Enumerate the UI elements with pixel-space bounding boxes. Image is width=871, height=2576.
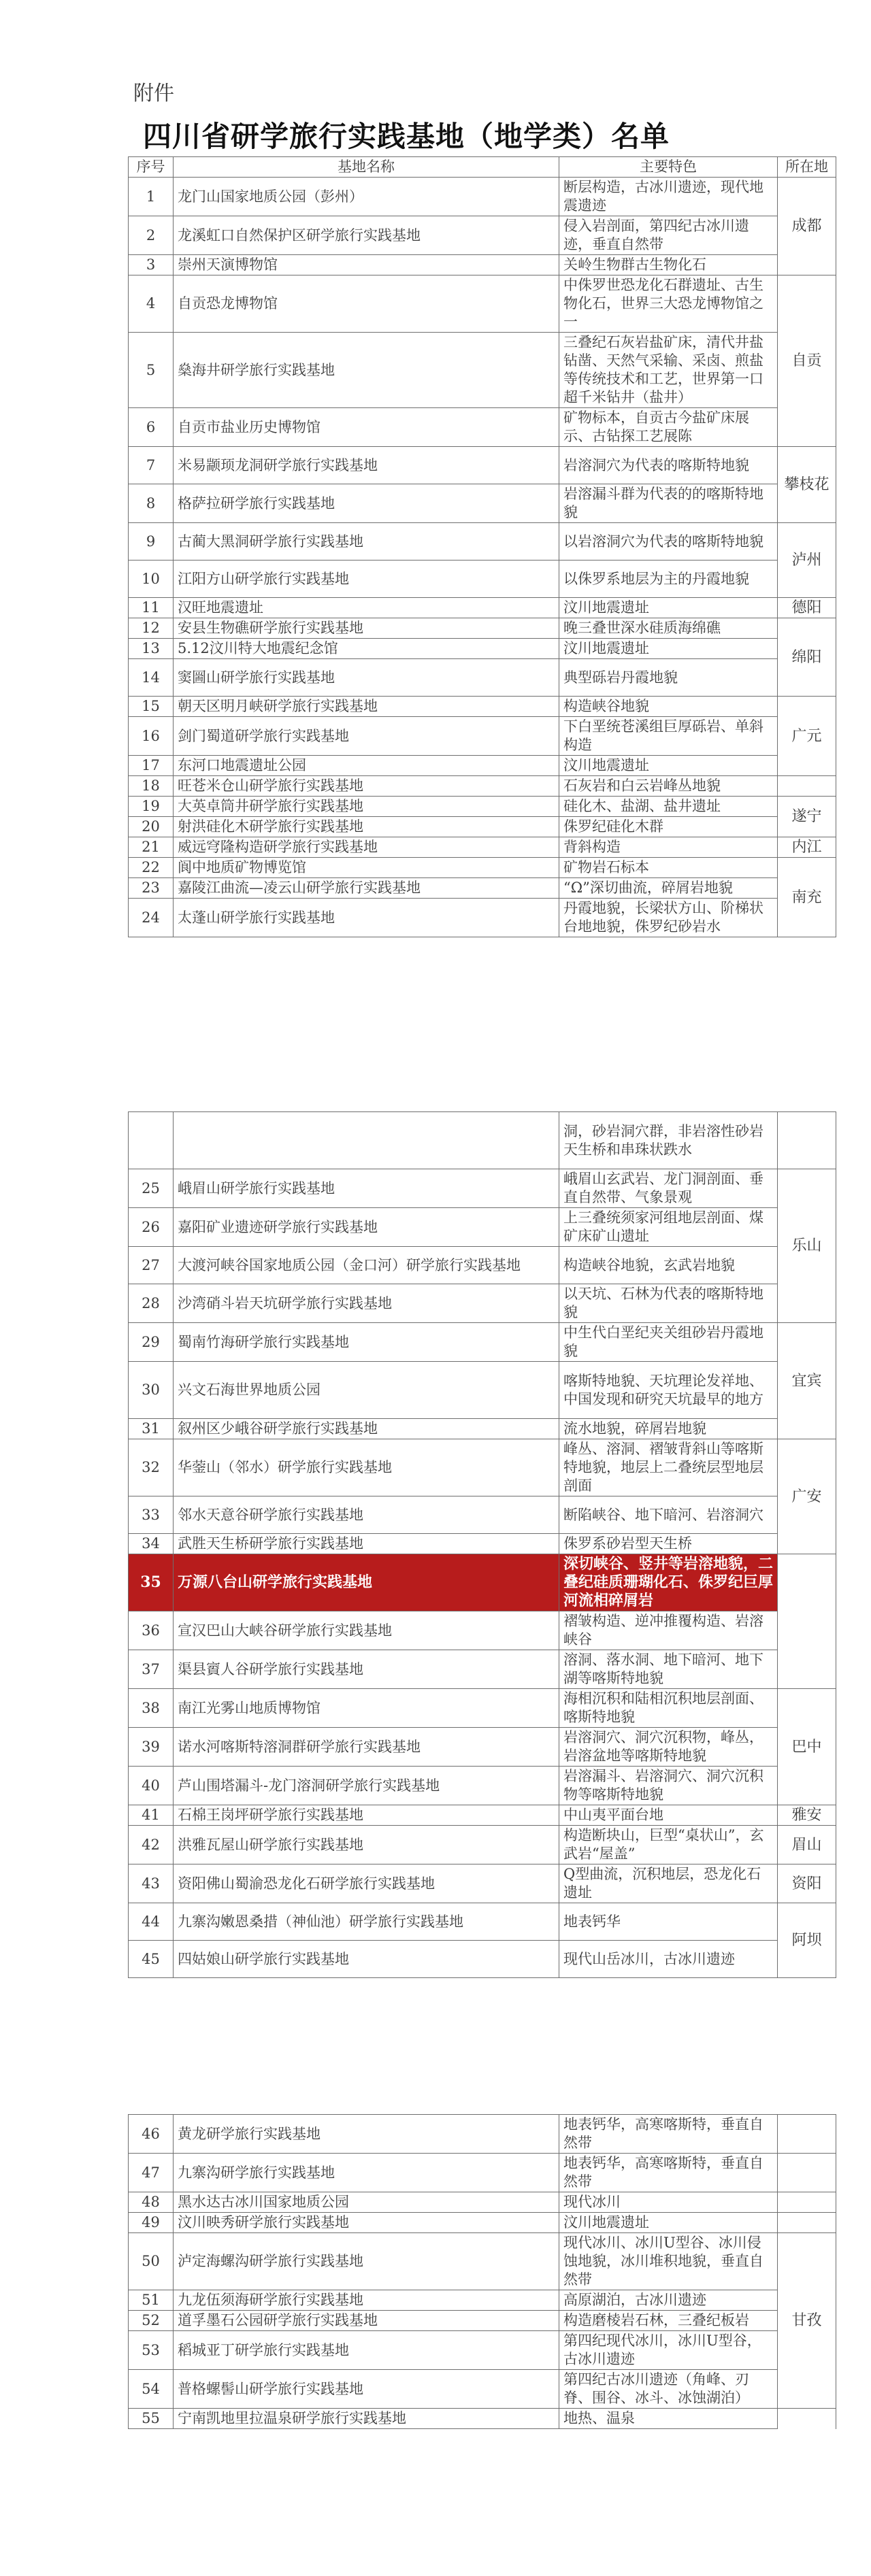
cell-no: 8 <box>129 484 174 523</box>
table-row <box>129 659 836 697</box>
cell-name: 石棉王岗坪研学旅行实践基地 <box>174 1805 559 1826</box>
cell-no: 13 <box>129 639 174 659</box>
cell-location: 成都 <box>778 178 836 275</box>
table-row <box>129 255 836 275</box>
cell-feature: 地表钙华，高寒喀斯特，垂直自然带 <box>559 2115 778 2154</box>
cell-no: 33 <box>129 1496 174 1534</box>
cell-feature: 中山夷平面台地 <box>559 1805 778 1826</box>
table-row <box>129 408 836 447</box>
cell-no: 38 <box>129 1689 174 1728</box>
cell-feature: 三叠纪石灰岩盐矿床，清代井盐钻凿、天然气采输、采卤、煎盐等传统技术和工艺，世界第一口超千米钻井（盐井） <box>559 333 778 408</box>
cell-no: 27 <box>129 1247 174 1284</box>
cell-feature: 现代冰川、冰川U型谷、冰川侵蚀地貌，冰川堆积地貌，垂直自然带 <box>559 2233 778 2290</box>
table-row <box>129 1112 836 1169</box>
cell-name: 旺苍米仓山研学旅行实践基地 <box>174 776 559 797</box>
cell-location: 广安 <box>778 1439 836 1554</box>
cell-name: 普格螺髻山研学旅行实践基地 <box>174 2370 559 2409</box>
cell-name: 道孚墨石公园研学旅行实践基地 <box>174 2311 559 2331</box>
cell-name: 峨眉山研学旅行实践基地 <box>174 1169 559 1208</box>
cell-name: 威远穹隆构造研学旅行实践基地 <box>174 837 559 858</box>
table-row <box>129 1284 836 1323</box>
cell-location: 遂宁 <box>778 797 836 837</box>
cell-name: 江阳方山研学旅行实践基地 <box>174 561 559 598</box>
cell-feature: 深切峡谷、竖井等岩溶地貌，二叠纪硅质珊瑚化石、侏罗纪巨厚河流相碎屑岩 <box>559 1554 778 1611</box>
table-row <box>129 1805 836 1826</box>
cell-feature: 断层构造，古冰川遗迹，现代地震遗迹 <box>559 178 778 216</box>
cell-no: 31 <box>129 1419 174 1439</box>
cell-no: 3 <box>129 255 174 275</box>
cell-location: 甘孜 <box>778 2233 836 2409</box>
cell-feature: 岩溶漏斗群为代表的的喀斯特地貌 <box>559 484 778 523</box>
cell-name: 邻水天意谷研学旅行实践基地 <box>174 1496 559 1534</box>
cell-location: 资阳 <box>778 1864 836 1903</box>
table-row <box>129 2409 836 2429</box>
header-feature: 主要特色 <box>559 157 778 178</box>
cell-location: 阿坝 <box>778 1903 836 1978</box>
table-row <box>129 447 836 484</box>
cell-feature: 以岩溶洞穴为代表的喀斯特地貌 <box>559 523 778 561</box>
cell-feature: 岩溶洞穴为代表的喀斯特地貌 <box>559 447 778 484</box>
cell-name: 嘉阳矿业遗迹研学旅行实践基地 <box>174 1208 559 1247</box>
cell-feature: 矿物标本，自贡古今盐矿床展示、古钻探工艺展陈 <box>559 408 778 447</box>
table-row <box>129 1941 836 1978</box>
cell-location: 乐山 <box>778 1169 836 1323</box>
cell-name: 嘉陵江曲流—凌云山研学旅行实践基地 <box>174 878 559 899</box>
table-row <box>129 523 836 561</box>
cell-feature: 硅化木、盐湖、盐井遗址 <box>559 797 778 817</box>
table-row <box>129 2213 836 2233</box>
cell-feature: 汶川地震遗址 <box>559 2213 778 2233</box>
cell-no: 51 <box>129 2290 174 2311</box>
cell-no: 32 <box>129 1439 174 1496</box>
cell-no: 20 <box>129 817 174 837</box>
table-row <box>129 1169 836 1208</box>
cell-name: 汶川映秀研学旅行实践基地 <box>174 2213 559 2233</box>
table-row <box>129 1650 836 1689</box>
table-row <box>129 1208 836 1247</box>
cell-feature: 典型砾岩丹霞地貌 <box>559 659 778 697</box>
table-row <box>129 2154 836 2192</box>
cell-feature: 汶川地震遗址 <box>559 639 778 659</box>
cell-feature: 岩溶洞穴、洞穴沉积物，峰丛，岩溶盆地等喀斯特地貌 <box>559 1728 778 1767</box>
cell-no: 47 <box>129 2154 174 2192</box>
cell-feature: 下白垩统苍溪组巨厚砾岩、单斜构造 <box>559 717 778 756</box>
cell-name: 四姑娘山研学旅行实践基地 <box>174 1941 559 1978</box>
cell-feature: 中侏罗世恐龙化石群遗址、古生物化石，世界三大恐龙博物馆之一 <box>559 275 778 333</box>
cell-name: 兴文石海世界地质公园 <box>174 1362 559 1419</box>
cell-feature: 海相沉积和陆相沉积地层剖面、喀斯特地貌 <box>559 1689 778 1728</box>
table-row <box>129 858 836 878</box>
cell-name <box>174 1112 559 1169</box>
cell-name: 米易颛顼龙洞研学旅行实践基地 <box>174 447 559 484</box>
table-row <box>129 2192 836 2213</box>
cell-feature: 峨眉山玄武岩、龙门洞剖面、垂直自然带、气象景观 <box>559 1169 778 1208</box>
cell-name: 龙门山国家地质公园（彭州） <box>174 178 559 216</box>
cell-name: 燊海井研学旅行实践基地 <box>174 333 559 408</box>
header-no: 序号 <box>129 157 174 178</box>
cell-no: 2 <box>129 216 174 255</box>
table-row <box>129 797 836 817</box>
cell-feature: 构造断块山，巨型“桌状山”，玄武岩“屋盖” <box>559 1826 778 1864</box>
table-row <box>129 561 836 598</box>
cell-no: 30 <box>129 1362 174 1419</box>
cell-no: 45 <box>129 1941 174 1978</box>
cell-location: 自贡 <box>778 275 836 447</box>
table-row <box>129 1439 836 1496</box>
cell-no: 44 <box>129 1903 174 1941</box>
cell-location: 德阳 <box>778 598 836 618</box>
annex-label: 附件 <box>133 82 174 105</box>
cell-feature: 地表钙华，高寒喀斯特，垂直自然带 <box>559 2154 778 2192</box>
cell-name: 黄龙研学旅行实践基地 <box>174 2115 559 2154</box>
cell-feature: Q型曲流，沉积地层，恐龙化石遗址 <box>559 1864 778 1903</box>
cell-feature: 地表钙华 <box>559 1903 778 1941</box>
table-row <box>129 2115 836 2154</box>
cell-name: 叙州区少峨谷研学旅行实践基地 <box>174 1419 559 1439</box>
cell-feature: 峰丛、溶洞、褶皱背斜山等喀斯特地貌，地层上二叠统层型地层剖面 <box>559 1439 778 1496</box>
cell-feature: 石灰岩和白云岩峰丛地貌 <box>559 776 778 797</box>
table-row <box>129 2233 836 2290</box>
cell-name: 5.12汶川特大地震纪念馆 <box>174 639 559 659</box>
cell-name: 朝天区明月峡研学旅行实践基地 <box>174 697 559 717</box>
cell-no: 16 <box>129 717 174 756</box>
cell-name: 万源八台山研学旅行实践基地 <box>174 1554 559 1611</box>
cell-feature: 构造峡谷地貌，玄武岩地貌 <box>559 1247 778 1284</box>
table-row <box>129 1767 836 1805</box>
cell-name: 剑门蜀道研学旅行实践基地 <box>174 717 559 756</box>
cell-name: 自贡市盐业历史博物馆 <box>174 408 559 447</box>
cell-feature: 现代冰川 <box>559 2192 778 2213</box>
table-row <box>129 717 836 756</box>
cell-feature: 上三叠统须家河组地层剖面、煤矿床矿山遗址 <box>559 1208 778 1247</box>
cell-name: 九寨沟研学旅行实践基地 <box>174 2154 559 2192</box>
cell-name: 崇州天演博物馆 <box>174 255 559 275</box>
cell-no: 37 <box>129 1650 174 1689</box>
cell-name: 九龙伍须海研学旅行实践基地 <box>174 2290 559 2311</box>
cell-name: 华蓥山（邻水）研学旅行实践基地 <box>174 1439 559 1496</box>
cell-no: 24 <box>129 899 174 937</box>
table-row <box>129 275 836 333</box>
cell-name: 沙湾硝斗岩天坑研学旅行实践基地 <box>174 1284 559 1323</box>
cell-no: 28 <box>129 1284 174 1323</box>
header-name: 基地名称 <box>174 157 559 178</box>
cell-no: 53 <box>129 2331 174 2370</box>
cell-feature: 汶川地震遗址 <box>559 756 778 776</box>
cell-no: 46 <box>129 2115 174 2154</box>
table-row <box>129 1864 836 1903</box>
table-row <box>129 817 836 837</box>
cell-feature: 喀斯特地貌、天坑理论发祥地、中国发现和研究天坑最早的地方 <box>559 1362 778 1419</box>
cell-no: 55 <box>129 2409 174 2429</box>
table-row <box>129 2370 836 2409</box>
table-row <box>129 216 836 255</box>
table-row <box>129 1534 836 1554</box>
cell-feature: 第四纪古冰川遗迹（角峰、刃脊、围谷、冰斗、冰蚀湖泊） <box>559 2370 778 2409</box>
cell-no: 23 <box>129 878 174 899</box>
cell-no: 14 <box>129 659 174 697</box>
cell-feature: 断陷峡谷、地下暗河、岩溶洞穴 <box>559 1496 778 1534</box>
cell-no: 50 <box>129 2233 174 2290</box>
cell-name: 洪雅瓦屋山研学旅行实践基地 <box>174 1826 559 1864</box>
cell-no: 34 <box>129 1534 174 1554</box>
cell-no: 36 <box>129 1611 174 1650</box>
cell-no: 6 <box>129 408 174 447</box>
cell-no: 19 <box>129 797 174 817</box>
cell-name: 南江光雾山地质博物馆 <box>174 1689 559 1728</box>
cell-location <box>778 2115 836 2154</box>
table-row <box>129 697 836 717</box>
cell-feature: 中生代白垩纪夹关组砂岩丹霞地貌 <box>559 1323 778 1362</box>
cell-feature: 以侏罗系地层为主的丹霞地貌 <box>559 561 778 598</box>
cell-no: 42 <box>129 1826 174 1864</box>
cell-name: 阆中地质矿物博览馆 <box>174 858 559 878</box>
cell-feature: 晚三叠世深水硅质海绵礁 <box>559 618 778 639</box>
cell-feature: 褶皱构造、逆冲推覆构造、岩溶峡谷 <box>559 1611 778 1650</box>
cell-name: 九寨沟嫩恩桑措（神仙池）研学旅行实践基地 <box>174 1903 559 1941</box>
cell-no: 52 <box>129 2311 174 2331</box>
cell-no: 35 <box>129 1554 174 1611</box>
cell-no: 9 <box>129 523 174 561</box>
cell-no: 43 <box>129 1864 174 1903</box>
table-row <box>129 2290 836 2311</box>
table-row <box>129 178 836 216</box>
cell-name: 诺水河喀斯特溶洞群研学旅行实践基地 <box>174 1728 559 1767</box>
cell-location: 攀枝花 <box>778 447 836 523</box>
header-location: 所在地 <box>778 157 836 178</box>
cell-no: 54 <box>129 2370 174 2409</box>
cell-feature: 以天坑、石林为代表的喀斯特地貌 <box>559 1284 778 1323</box>
cell-name: 泸定海螺沟研学旅行实践基地 <box>174 2233 559 2290</box>
cell-name: 大渡河峡谷国家地质公园（金口河）研学旅行实践基地 <box>174 1247 559 1284</box>
table-row <box>129 1247 836 1284</box>
cell-no: 1 <box>129 178 174 216</box>
cell-no: 26 <box>129 1208 174 1247</box>
cell-feature: 岩溶漏斗、岩溶洞穴、洞穴沉积物等喀斯特地貌 <box>559 1767 778 1805</box>
table-row <box>129 2311 836 2331</box>
cell-no: 49 <box>129 2213 174 2233</box>
cell-feature: 侏罗纪硅化木群 <box>559 817 778 837</box>
cell-no: 7 <box>129 447 174 484</box>
cell-no: 15 <box>129 697 174 717</box>
table-row <box>129 1419 836 1439</box>
highlighted-table-row <box>129 1554 836 1611</box>
cell-name: 资阳佛山蜀渝恐龙化石研学旅行实践基地 <box>174 1864 559 1903</box>
cell-no <box>129 1112 174 1169</box>
cell-no: 10 <box>129 561 174 598</box>
cell-name: 大英卓筒井研学旅行实践基地 <box>174 797 559 817</box>
table-row <box>129 1323 836 1362</box>
cell-feature: 侵入岩剖面，第四纪古冰川遗迹，垂直自然带 <box>559 216 778 255</box>
cell-name: 稻城亚丁研学旅行实践基地 <box>174 2331 559 2370</box>
cell-no: 4 <box>129 275 174 333</box>
cell-no: 21 <box>129 837 174 858</box>
cell-no: 18 <box>129 776 174 797</box>
cell-location <box>778 776 836 797</box>
cell-feature: 丹霞地貌，长梁状方山、阶梯状台地地貌，侏罗纪砂岩水 <box>559 899 778 937</box>
table-row <box>129 1611 836 1650</box>
cell-no: 22 <box>129 858 174 878</box>
table-row <box>129 598 836 618</box>
table-row <box>129 756 836 776</box>
table-header-row <box>129 157 836 178</box>
cell-feature: “Ω”深切曲流，碎屑岩地貌 <box>559 878 778 899</box>
cell-no: 48 <box>129 2192 174 2213</box>
cell-name: 古蔺大黑洞研学旅行实践基地 <box>174 523 559 561</box>
cell-location: 绵阳 <box>778 618 836 697</box>
cell-no: 39 <box>129 1728 174 1767</box>
cell-feature: 第四纪现代冰川，冰川U型谷，古冰川遗迹 <box>559 2331 778 2370</box>
table-row <box>129 2331 836 2370</box>
page-title: 四川省研学旅行实践基地（地学类）名单 <box>143 120 670 153</box>
cell-name: 安县生物礁研学旅行实践基地 <box>174 618 559 639</box>
cell-location <box>778 1112 836 1169</box>
cell-location: 内江 <box>778 837 836 858</box>
table-row <box>129 484 836 523</box>
cell-name: 龙溪虹口自然保护区研学旅行实践基地 <box>174 216 559 255</box>
cell-location: 广元 <box>778 697 836 776</box>
table-row <box>129 333 836 408</box>
cell-feature: 背斜构造 <box>559 837 778 858</box>
cell-name: 宣汉巴山大峡谷研学旅行实践基地 <box>174 1611 559 1650</box>
cell-location: 巴中 <box>778 1689 836 1805</box>
cell-name: 格萨拉研学旅行实践基地 <box>174 484 559 523</box>
cell-feature: 高原湖泊，古冰川遗迹 <box>559 2290 778 2311</box>
cell-no: 41 <box>129 1805 174 1826</box>
cell-feature: 关岭生物群古生物化石 <box>559 255 778 275</box>
base-list-table-part-2 <box>128 1111 836 1978</box>
table-row <box>129 1689 836 1728</box>
cell-name: 渠县賨人谷研学旅行实践基地 <box>174 1650 559 1689</box>
table-row <box>129 1826 836 1864</box>
table-row <box>129 899 836 937</box>
cell-location: 宜宾 <box>778 1323 836 1439</box>
cell-feature: 侏罗系砂岩型天生桥 <box>559 1534 778 1554</box>
cell-feature: 构造峡谷地貌 <box>559 697 778 717</box>
cell-name: 汉旺地震遗址 <box>174 598 559 618</box>
cell-location: 南充 <box>778 858 836 937</box>
table-row <box>129 1362 836 1419</box>
cell-feature: 矿物岩石标本 <box>559 858 778 878</box>
cell-feature: 汶川地震遗址 <box>559 598 778 618</box>
cell-name: 东河口地震遗址公园 <box>174 756 559 776</box>
table-row <box>129 639 836 659</box>
cell-name: 窦圌山研学旅行实践基地 <box>174 659 559 697</box>
cell-feature: 溶洞、落水洞、地下暗河、地下湖等喀斯特地貌 <box>559 1650 778 1689</box>
cell-name: 太蓬山研学旅行实践基地 <box>174 899 559 937</box>
cell-no: 11 <box>129 598 174 618</box>
table-row <box>129 878 836 899</box>
cell-name: 射洪硅化木研学旅行实践基地 <box>174 817 559 837</box>
cell-location: 达州 <box>778 1554 836 1689</box>
cell-feature: 现代山岳冰川，古冰川遗迹 <box>559 1941 778 1978</box>
cell-name: 自贡恐龙博物馆 <box>174 275 559 333</box>
cell-no: 5 <box>129 333 174 408</box>
cell-no: 29 <box>129 1323 174 1362</box>
base-list-table-part-3 <box>128 2114 836 2429</box>
cell-name: 武胜天生桥研学旅行实践基地 <box>174 1534 559 1554</box>
table-row <box>129 618 836 639</box>
cell-feature: 构造磨棱岩石林，三叠纪板岩 <box>559 2311 778 2331</box>
table-row <box>129 837 836 858</box>
table-row <box>129 776 836 797</box>
base-list-table-part-1 <box>128 156 836 937</box>
cell-location: 雅安 <box>778 1805 836 1826</box>
cell-no: 40 <box>129 1767 174 1805</box>
cell-no: 12 <box>129 618 174 639</box>
cell-no: 17 <box>129 756 174 776</box>
cell-name: 蜀南竹海研学旅行实践基地 <box>174 1323 559 1362</box>
cell-feature: 地热、温泉 <box>559 2409 778 2429</box>
cell-feature: 洞，砂岩洞穴群，非岩溶性砂岩天生桥和串珠状跌水 <box>559 1112 778 1169</box>
cell-name: 宁南凯地里拉温泉研学旅行实践基地 <box>174 2409 559 2429</box>
table-row <box>129 1728 836 1767</box>
table-row <box>129 1903 836 1941</box>
cell-location <box>778 2213 836 2233</box>
table-row <box>129 1496 836 1534</box>
cell-no: 25 <box>129 1169 174 1208</box>
cell-location <box>778 2192 836 2213</box>
cell-name: 黑水达古冰川国家地质公园 <box>174 2192 559 2213</box>
cell-location <box>778 2154 836 2192</box>
cell-location: 眉山 <box>778 1826 836 1864</box>
cell-name: 芦山围塔漏斗-龙门溶洞研学旅行实践基地 <box>174 1767 559 1805</box>
cell-feature: 流水地貌，碎屑岩地貌 <box>559 1419 778 1439</box>
cell-location: 泸州 <box>778 523 836 598</box>
